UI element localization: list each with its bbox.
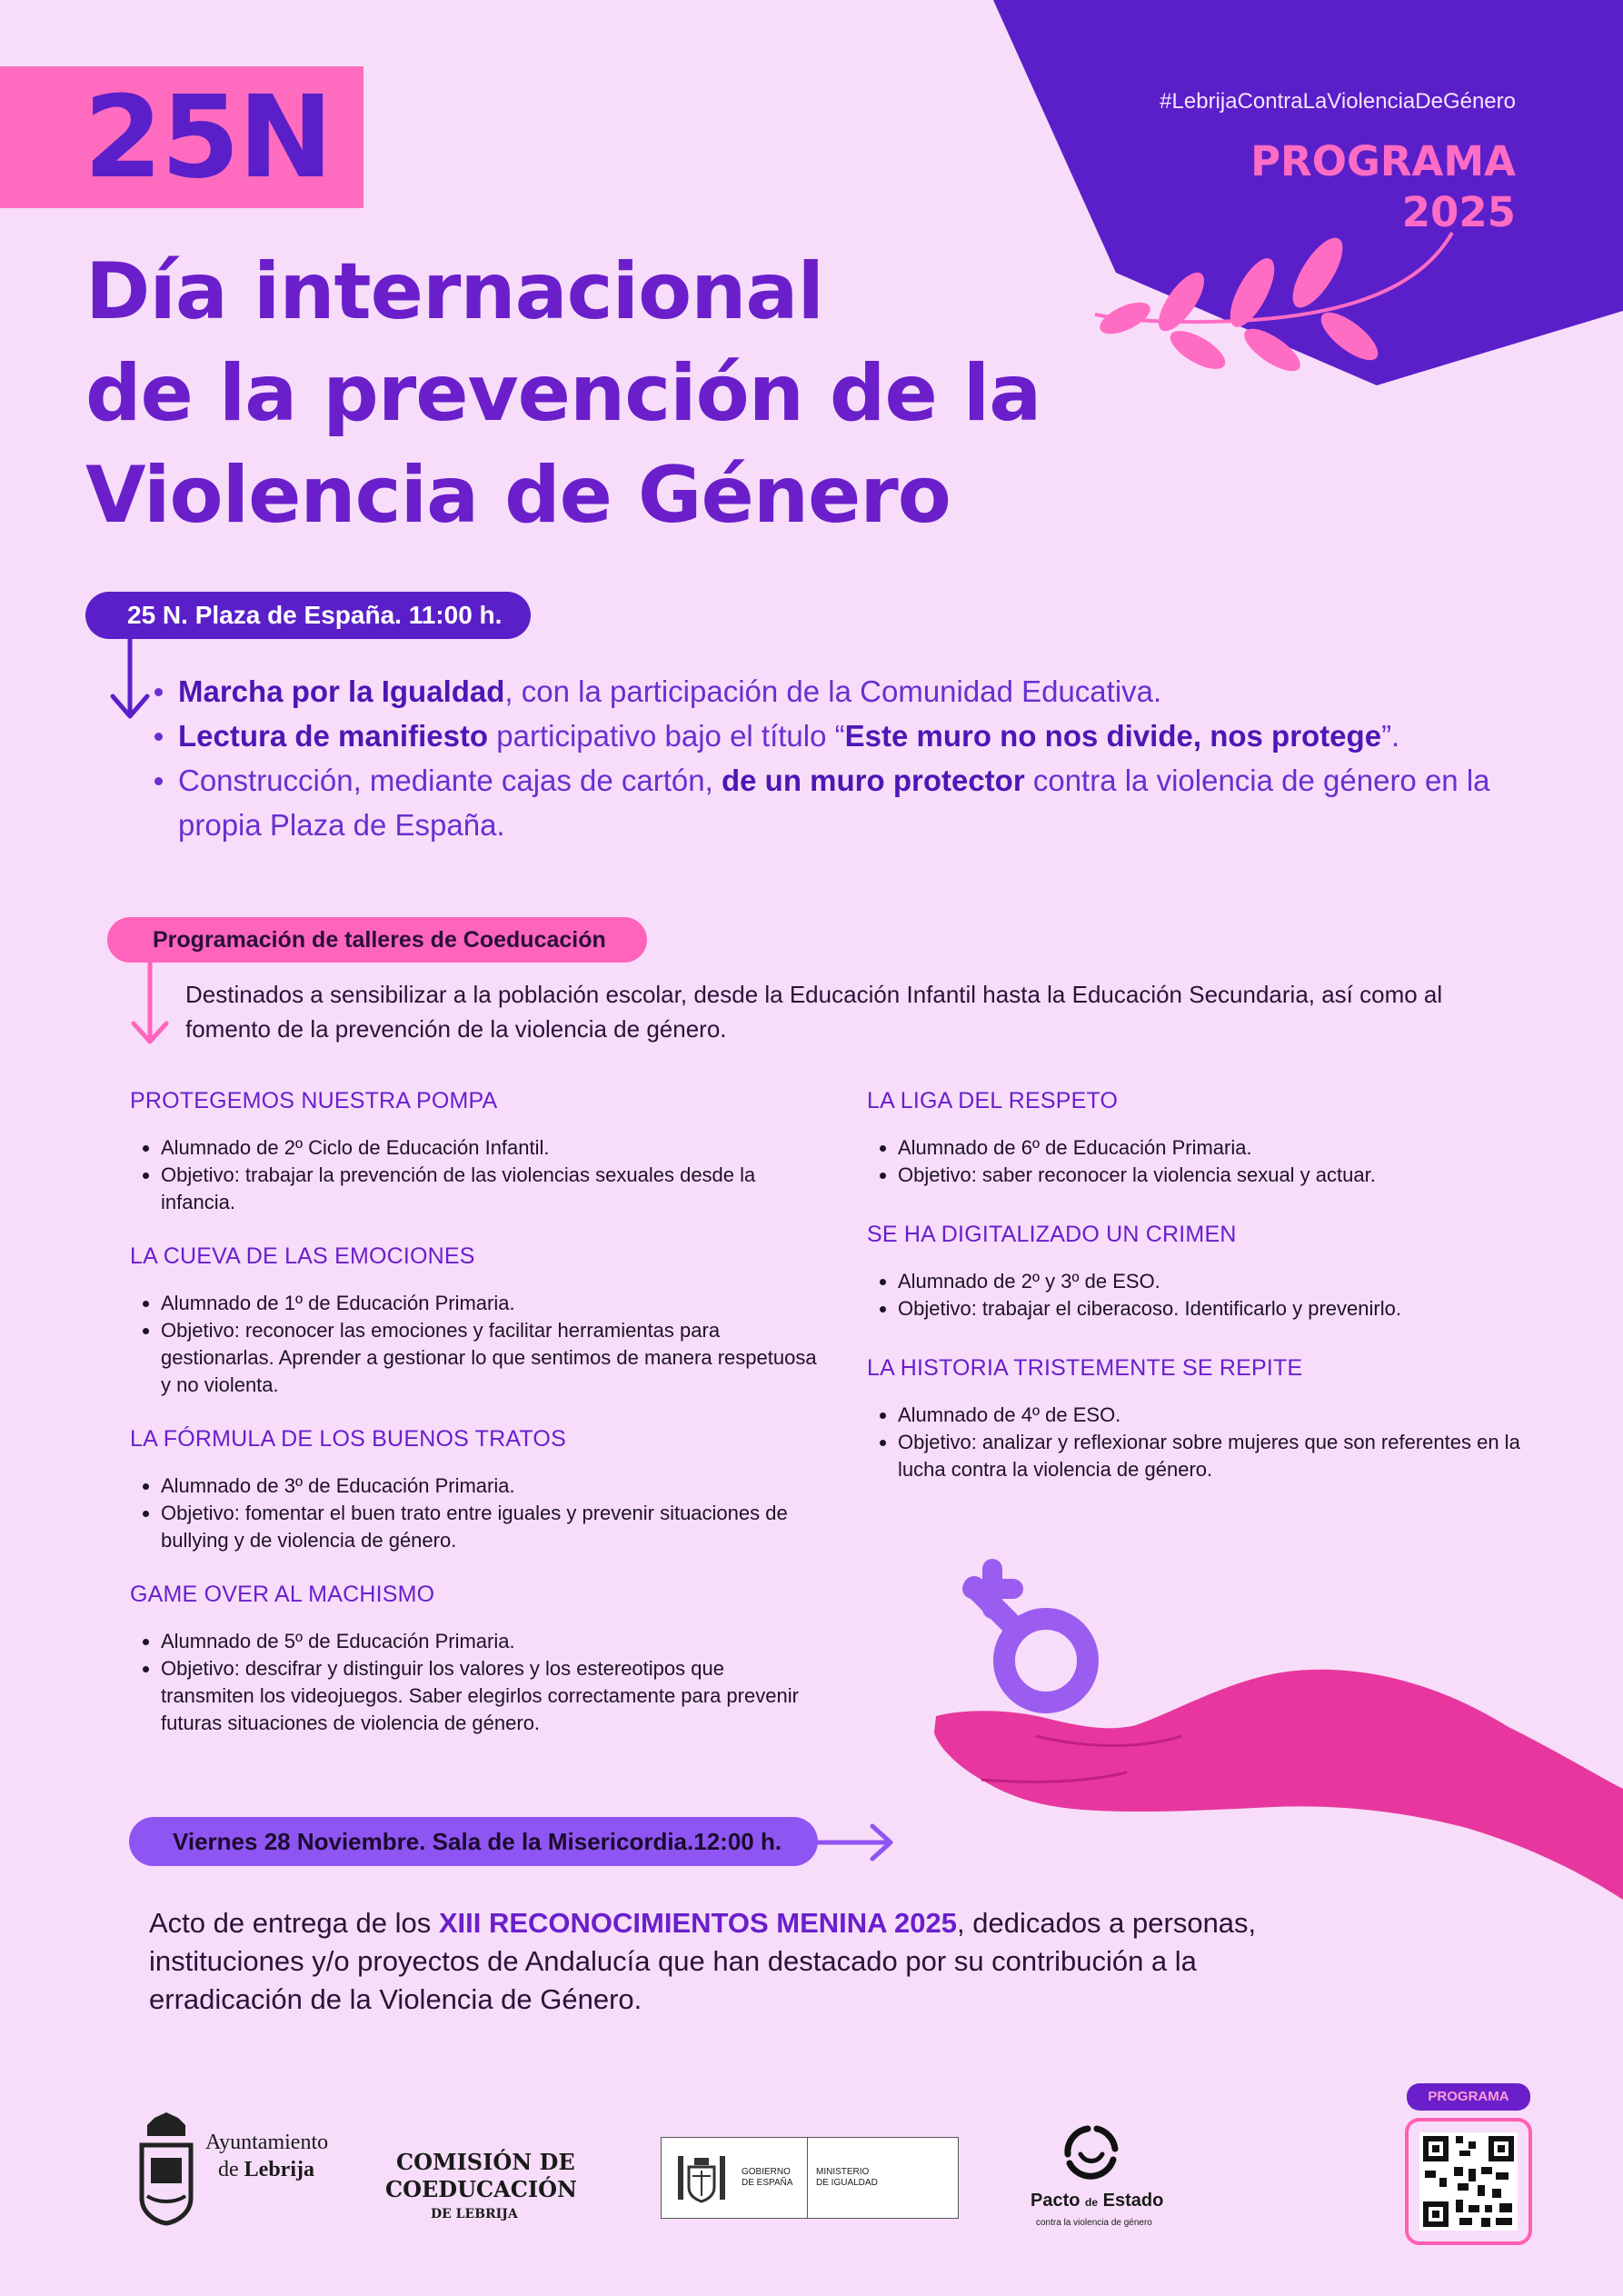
ayto-line1: Ayuntamiento [205,2131,329,2154]
list-item: • Alumnado de 5º de Educación Primaria. [161,1628,821,1655]
list-item: • Objetivo: fomentar el buen trato entre iguales y prevenir situaciones de bullying y de violencia de género. [161,1500,821,1554]
list-item: • Objetivo: analizar y reflexionar sobre mujeres que son referentes en la lucha contra la violencia de género. [898,1429,1521,1483]
hand-female-symbol-illustration [927,1545,1623,1909]
item-text: Construcción, mediante cajas de cartón, [178,764,722,797]
workshop-title: LA CUEVA DE LAS EMOCIONES [130,1243,475,1269]
title-line-1: Día internacional [85,246,823,337]
list-item: • Alumnado de 3º de Educación Primaria. [161,1472,821,1500]
workshop-details [130,1628,821,1737]
workshop-title: LA LIGA DEL RESPETO [867,1088,1119,1113]
workshops-left-column [130,1088,821,1764]
spain-coat-of-arms-icon [672,2151,731,2205]
arrow-right-icon [814,1822,896,1862]
ayto-lebrija: Lebrija [244,2158,314,2181]
badge-text: 25N [84,72,332,204]
pacto-de: de [1085,2196,1099,2209]
gobierno-line1: GOBIERNO [742,2167,791,2177]
qr-label: PROGRAMA [1407,2083,1530,2111]
workshop [867,1222,1521,1323]
list-item [178,714,1496,758]
talleres-pill [107,917,647,963]
ministerio-line2: DE IGUALDAD [816,2178,878,2188]
workshop-details [867,1134,1521,1189]
divider [807,2138,808,2218]
event1-list [178,669,1496,847]
ayto-de: de [218,2158,244,2181]
workshop-details [867,1268,1521,1323]
gobierno-line2: DE ESPAÑA [742,2178,793,2188]
list-item: • Objetivo: descifrar y distinguir los valores y los estereotipos que transmiten los videojuegos. Saber elegirlos correctamente para prevenir futuras situaciones de violencia de género. [161,1655,821,1737]
list-item: • Alumnado de 4º de ESO. [898,1402,1521,1429]
qr-code[interactable] [1405,2118,1532,2245]
list-item [178,758,1496,847]
comision-line3: DE LEBRIJA [431,2207,518,2221]
workshop [867,1088,1521,1189]
ministerio-logo [661,2137,959,2219]
programa-label [1250,136,1516,238]
workshop [130,1426,821,1554]
ministerio-line1: MINISTERIO [816,2167,870,2177]
list-item: • Alumnado de 6º de Educación Primaria. [898,1134,1521,1162]
comision-line2: COEDUCACIÓN [385,2176,577,2202]
item-bold: Marcha por la Igualdad [178,674,505,708]
workshops-right-column [867,1088,1521,1511]
workshop-title: PROTEGEMOS NUESTRA POMPA [130,1088,498,1113]
arrow-down-icon [129,962,171,1047]
title-line-3: Violencia de Género [85,450,951,541]
workshop [130,1582,821,1737]
pacto-line1 [1031,2191,1163,2211]
workshop [130,1088,821,1216]
workshop-title: SE HA DIGITALIZADO UN CRIMEN [867,1222,1237,1247]
workshop-details [130,1472,821,1554]
acto-highlight: XIII RECONOCIMIENTOS MENINA 2025 [438,1907,957,1939]
workshop-details [867,1402,1521,1483]
manifesto-title: Este muro no nos divide, nos protege [844,719,1382,753]
event1-pill-text: 25 N. Plaza de España. 11:00 h. [127,601,503,629]
workshop-title: LA FÓRMULA DE LOS BUENOS TRATOS [130,1426,566,1452]
event2-pill-text: Viernes 28 Noviembre. Sala de la Misericordia.12:00 h. [173,1828,782,1855]
item-text: , con la participación de la Comunidad Educativa. [504,674,1162,708]
workshop-title: GAME OVER AL MACHISMO [130,1582,435,1607]
list-item: • Alumnado de 2º Ciclo de Educación Infantil. [161,1134,821,1162]
event2-description [149,1904,1330,2019]
item-bold: de un muro protector [721,764,1025,797]
talleres-pill-text: Programación de talleres de Coeducación [153,927,606,953]
acto-text: , dedicados a personas, instituciones y/o proyectos de Andalucía que han destacado por su contribución a la erradicación de la Violencia de Género. [149,1907,1257,2015]
ayto-line2 [218,2158,314,2182]
list-item: • Objetivo: trabajar la prevención de las violencias sexuales desde la infancia. [161,1162,821,1216]
pacto-line2: contra la violencia de género [1036,2218,1152,2228]
programa-line1: PROGRAMA [1250,137,1516,185]
title-line-2: de la prevención de la [85,348,1041,439]
coat-of-arms-icon [134,2109,198,2227]
list-item: • Alumnado de 2º y 3º de ESO. [898,1268,1521,1295]
list-item [178,669,1496,714]
event1-pill [85,592,531,639]
comision-line1: COMISIÓN DE [396,2149,575,2175]
list-item: • Objetivo: reconocer las emociones y facilitar herramientas para gestionarlas. Aprender a gestionar lo que sentimos de manera respetuosa y no violenta. [161,1317,821,1399]
workshop-title: LA HISTORIA TRISTEMENTE SE REPITE [867,1355,1303,1381]
workshop [130,1243,821,1399]
acto-text: Acto de entrega de los [149,1907,439,1939]
arrow-down-icon [107,638,153,722]
workshop-details [130,1134,821,1216]
workshop [867,1355,1521,1483]
list-item: • Objetivo: trabajar el ciberacoso. Identificarlo y prevenirlo. [898,1295,1521,1323]
item-text: ”. [1381,719,1400,753]
list-item: • Objetivo: saber reconocer la violencia sexual y actuar. [898,1162,1521,1189]
workshop-details [130,1290,821,1399]
page-title [85,241,1041,546]
hashtag: #LebrijaContraLaViolenciaDeGénero [1160,89,1516,114]
list-item: • Alumnado de 1º de Educación Primaria. [161,1290,821,1317]
smile-circle-icon [1057,2118,1126,2187]
item-text: participativo bajo el título “ [488,719,845,753]
talleres-intro: Destinados a sensibilizar a la población escolar, desde la Educación Infantil hasta la Educación Secundaria, así como al fomento de la prevención de la violencia de género. [185,981,1443,1043]
female-symbol-icon [972,1569,1088,1702]
badge-25n [0,66,363,208]
pacto-estado: Estado [1102,2191,1164,2211]
pacto-word: Pacto [1031,2191,1080,2211]
item-bold: Lectura de manifiesto [178,719,489,753]
item-text: contra la violencia de género en la propia Plaza de España. [178,764,1490,842]
event2-pill [129,1817,818,1866]
programa-year: 2025 [1401,188,1516,236]
